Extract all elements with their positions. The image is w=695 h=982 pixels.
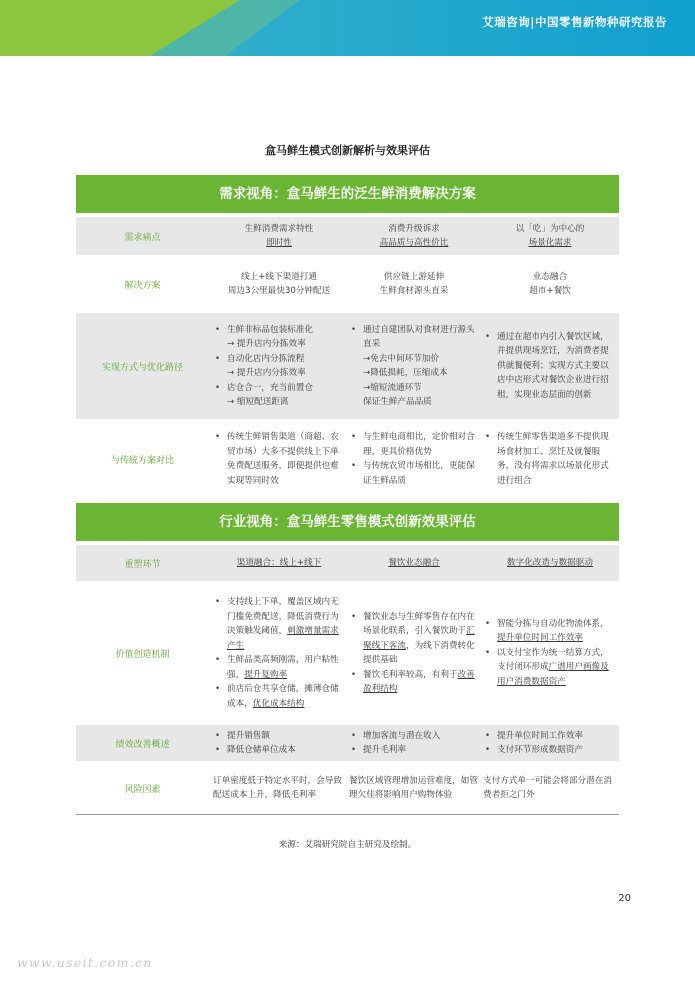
page-number: 20: [618, 893, 631, 904]
list-item: • 与生鲜电商相比，定价相对合理，更具价格优势: [363, 430, 479, 459]
list-item: • 以支付宝作为统一结算方式，支付闭环形成广谱用户画像及用户消费数据资产: [497, 646, 617, 690]
cell: 支付方式单一可能会将部分潜在消费者拒之门外: [483, 775, 612, 800]
cell: 餐饮区域管理增加运营难度，如管理欠佳将影响用户购物体验: [349, 775, 478, 800]
list-item: • 生鲜品类高频刚需，用户粘性强，提升复购率: [227, 653, 345, 682]
cell: 以「吃」为中心的 场景化需求: [515, 223, 585, 248]
table-bottom-rule: [76, 814, 619, 815]
list-item: • 自动化店内分拣流程 → 提升店内分拣效率: [227, 352, 345, 381]
list-item: • 前店后仓共享仓储，摊薄仓储成本，优化成本结构: [227, 682, 345, 711]
cell: 生鲜消费需求特性 即时性: [244, 223, 314, 248]
row-label: 与传统方案对比: [110, 455, 174, 466]
cell: 消费升级诉求 高品质与高性价比: [379, 223, 449, 248]
row-comparison: [76, 425, 619, 493]
cell: [483, 725, 617, 761]
cell: [349, 725, 479, 761]
cell: [349, 425, 479, 493]
cell: 业态融合 超市+餐饮: [529, 271, 571, 296]
row-value-creation: [76, 585, 619, 721]
report-brand-title: 艾瑞咨询|中国零售新物种研究报告: [482, 15, 667, 29]
page-title: 盒马鲜生模式创新解析与效果评估: [265, 144, 430, 157]
row-label: 需求痛点: [124, 232, 161, 243]
list-item: • 提升销售额: [227, 729, 345, 744]
list-item: • 提升单位时间工作效率: [497, 729, 617, 744]
list-item: • 店仓合一，充当前置仓 → 缩短配送距离: [227, 381, 345, 410]
row-implementation: [76, 313, 619, 419]
cell: [213, 313, 345, 419]
cell: [349, 313, 479, 419]
row-reshaped-links: [76, 545, 619, 581]
cell: [213, 425, 345, 493]
cell: [349, 585, 479, 721]
list-item: • 餐饮毛利率较高，有利于改善盈利结构: [363, 668, 479, 697]
row-label: 重塑环节: [124, 559, 161, 570]
list-item: • 与传统农贸市场相比，更能保证生鲜品质: [363, 459, 479, 488]
list-item: • 通过自建团队对食材进行源头直采 →免去中间环节加价 →降低损耗，压缩成本 →缩短流通环节 保证生鲜产品品质: [363, 323, 479, 410]
row-risk-factors: [76, 763, 619, 813]
cell: 线上+线下渠道打通 周边3公里最快30分钟配送: [227, 271, 331, 296]
row-performance: [76, 725, 619, 761]
row-solutions: [76, 261, 619, 307]
list-item: • 传统生鲜销售渠道（商超、农贸市场）大多不提供线上下单免费配送服务，即便提供也难实现等同时效: [227, 430, 345, 488]
watermark: www.useit.com.cn: [17, 955, 153, 970]
cell: [483, 585, 617, 721]
list-item: • 通过在超市内引入餐饮区域，并提供现场烹饪，为消费者提供就餐便利；实现方式主要以店中店形式对餐饮企业进行招租，实现业态层面的创新: [497, 330, 617, 403]
row-label: 风险因素: [124, 784, 161, 795]
row-label: 实现方式与优化路径: [101, 362, 183, 373]
list-item: • 增加客流与潜在收入: [363, 729, 479, 744]
row-label: 绩效改善概述: [115, 739, 170, 750]
list-item: • 传统生鲜零售渠道多不提供现场食材加工、烹饪及就餐服务，没有将需求以场景化形式进行组合: [497, 430, 617, 488]
list-item: • 支付环节形成数据资产: [497, 743, 617, 758]
row-label: 解决方案: [124, 280, 161, 291]
list-item: • 餐饮业态与生鲜零售存在内在场景化联系，引入餐饮助于汇聚线下客流，为线下消费转化提供基础: [363, 610, 479, 668]
cell: [483, 425, 617, 493]
cell: 供应链上游延伸 生鲜食材源头直采: [379, 271, 449, 296]
cell: 渠道融合：线上+线下: [236, 557, 322, 568]
cell: [213, 725, 345, 761]
section-demand-heading: 需求视角：盒马鲜生的泛生鲜消费解决方案: [76, 175, 619, 213]
cell: 订单密度低于特定水平时，会导致配送成本上升，降低毛利率: [213, 775, 342, 800]
cell: 数字化改造与数据驱动: [507, 557, 593, 568]
source-note: 来源：艾瑞研究院自主研究及绘制。: [278, 840, 417, 850]
section-industry-heading: 行业视角：盒马鲜生零售模式创新效果评估: [76, 503, 619, 541]
row-label: 价值创造机制: [115, 649, 170, 660]
list-item: • 智能分拣与自动化物流体系，提升单位时间工作效率: [497, 617, 617, 646]
list-item: • 生鲜非标品包装标准化 → 提升店内分拣效率: [227, 323, 345, 352]
list-item: • 提升毛利率: [363, 743, 479, 758]
cell: [483, 313, 617, 419]
list-item: • 支持线上下单，覆盖区域内无门槛免费配送，降低消费行为决策触发阈值，刺激增量需求产生: [227, 595, 345, 653]
row-pain-points: [76, 217, 619, 255]
list-item: • 降低仓储单位成本: [227, 743, 345, 758]
cell: 餐饮业态融合: [388, 557, 440, 568]
cell: [213, 585, 345, 721]
